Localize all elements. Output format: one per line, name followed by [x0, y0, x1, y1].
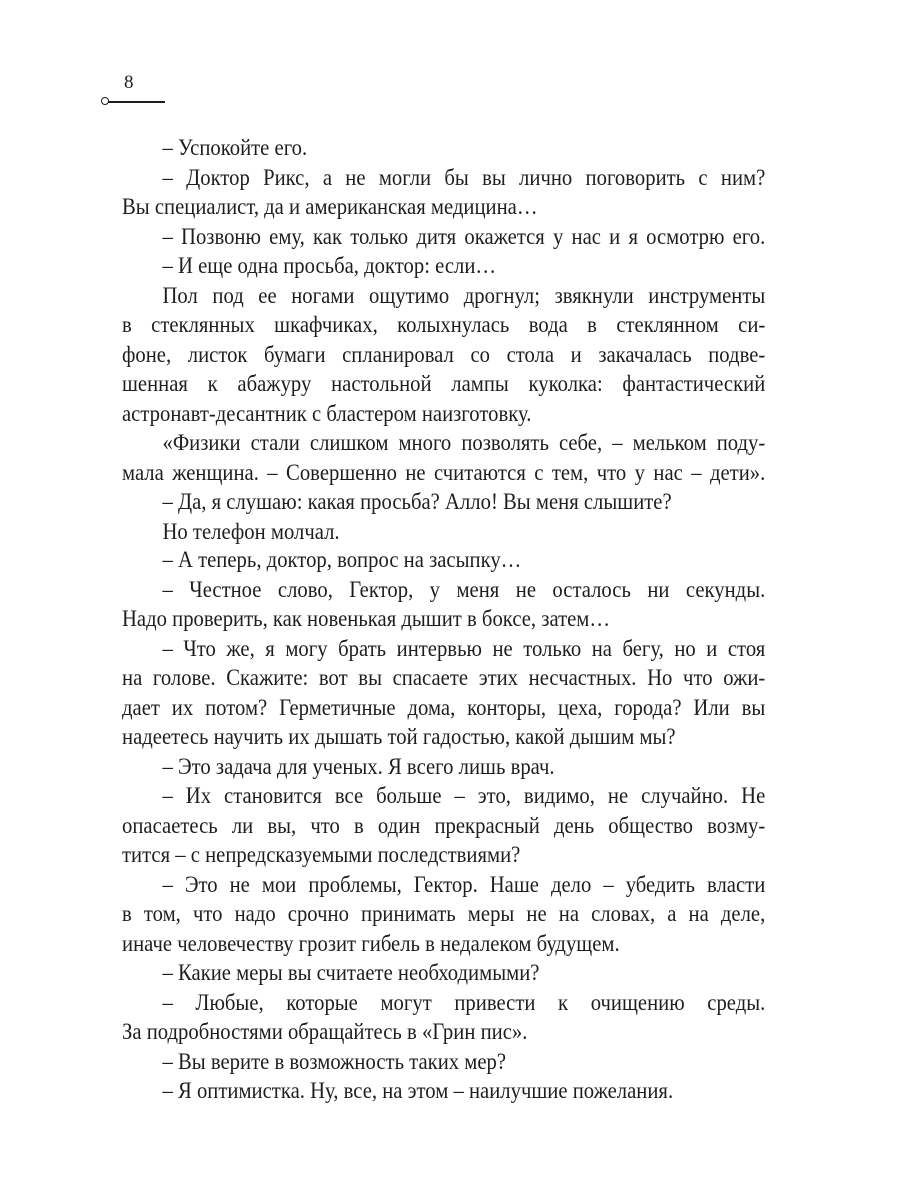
text-line: опасаетесь ли вы, что в один прекрасный день общество возму- [122, 812, 766, 839]
text-line: – Я оптимистка. Ну, все, на этом – наилучшие пожелания. [162, 1078, 674, 1104]
text-line: – Это не мои проблемы, Гектор. Наше дело – убедить власти [162, 871, 766, 898]
text-line: иначе человечеству грозит гибель в недалеком будущем. [122, 930, 620, 957]
text-line: в том, что надо срочно принимать меры не на словах, а на деле, [122, 901, 766, 927]
text-line: шенная к абажуру настольной лампы куколка: фантастический [122, 371, 766, 397]
text-section-2 [122, 546, 765, 1107]
text-line: «Физики стали слишком много позволять себе, – мельком поду- [162, 430, 766, 456]
text-line: – Что же, я могу брать интервью не только на бегу, но и стоя [162, 635, 766, 662]
text-line: За подробностями обращайтесь в «Грин пис». [122, 1019, 528, 1045]
text-line: – Какие меры вы считаете необходимыми? [162, 960, 540, 986]
text-line: надеетесь научить их дышать той гадостью, какой дышим мы? [122, 724, 676, 750]
text-line: мала женщина. – Совершенно не считаются с тем, что у нас – дети». [122, 459, 766, 486]
text-section-1 [122, 134, 765, 547]
page-number: 8 [124, 72, 134, 93]
text-line: – Любые, которые могут привести к очищению среды. [162, 989, 766, 1016]
text-line: – Вы верите в возможность таких мер? [162, 1048, 507, 1075]
text-line: Пол под ее ногами ощутимо дрогнул; звякнули инструменты [162, 282, 766, 309]
text-line: Но телефон молчал. [162, 518, 340, 545]
text-line: – Да, я слушаю: какая просьба? Алло! Вы меня слышите? [162, 489, 672, 515]
text-line: дает их потом? Герметичные дома, конторы, цеха, города? Или вы [122, 694, 766, 721]
text-line: – Это задача для ученых. Я всего лишь врач. [162, 753, 555, 780]
text-line: – Позвоню ему, как только дитя окажется у нас и я осмотрю его. [162, 223, 766, 250]
text-line: – Честное слово, Гектор, у меня не осталось ни секунды. [162, 576, 766, 603]
text-line: – Их становится все больше – это, видимо, не случайно. Не [162, 783, 766, 809]
header-rule [108, 101, 165, 103]
text-line: Надо проверить, как новенькая дышит в боксе, затем… [122, 606, 611, 632]
text-line: в стеклянных шкафчиках, колыхнулась вода в стеклянном си- [122, 312, 766, 338]
text-line: на голове. Скажите: вот вы спасаете этих несчастных. Но что ожи- [122, 665, 766, 691]
text-line: – Доктор Рикс, а не могли бы вы лично поговорить с ним? [162, 164, 766, 191]
text-line: – И еще одна просьба, доктор: если… [162, 253, 497, 279]
text-line: тится – с непредсказуемыми последствиями? [122, 842, 521, 868]
text-line: – А теперь, доктор, вопрос на засыпку… [162, 547, 522, 573]
text-line: астронавт-десантник с бластером наизготовку. [122, 400, 532, 427]
text-line: – Успокойте его. [162, 135, 308, 161]
text-line: фоне, листок бумаги спланировал со стола и закачалась подве- [122, 341, 766, 368]
text-line: Вы специалист, да и американская медицина… [122, 194, 538, 220]
